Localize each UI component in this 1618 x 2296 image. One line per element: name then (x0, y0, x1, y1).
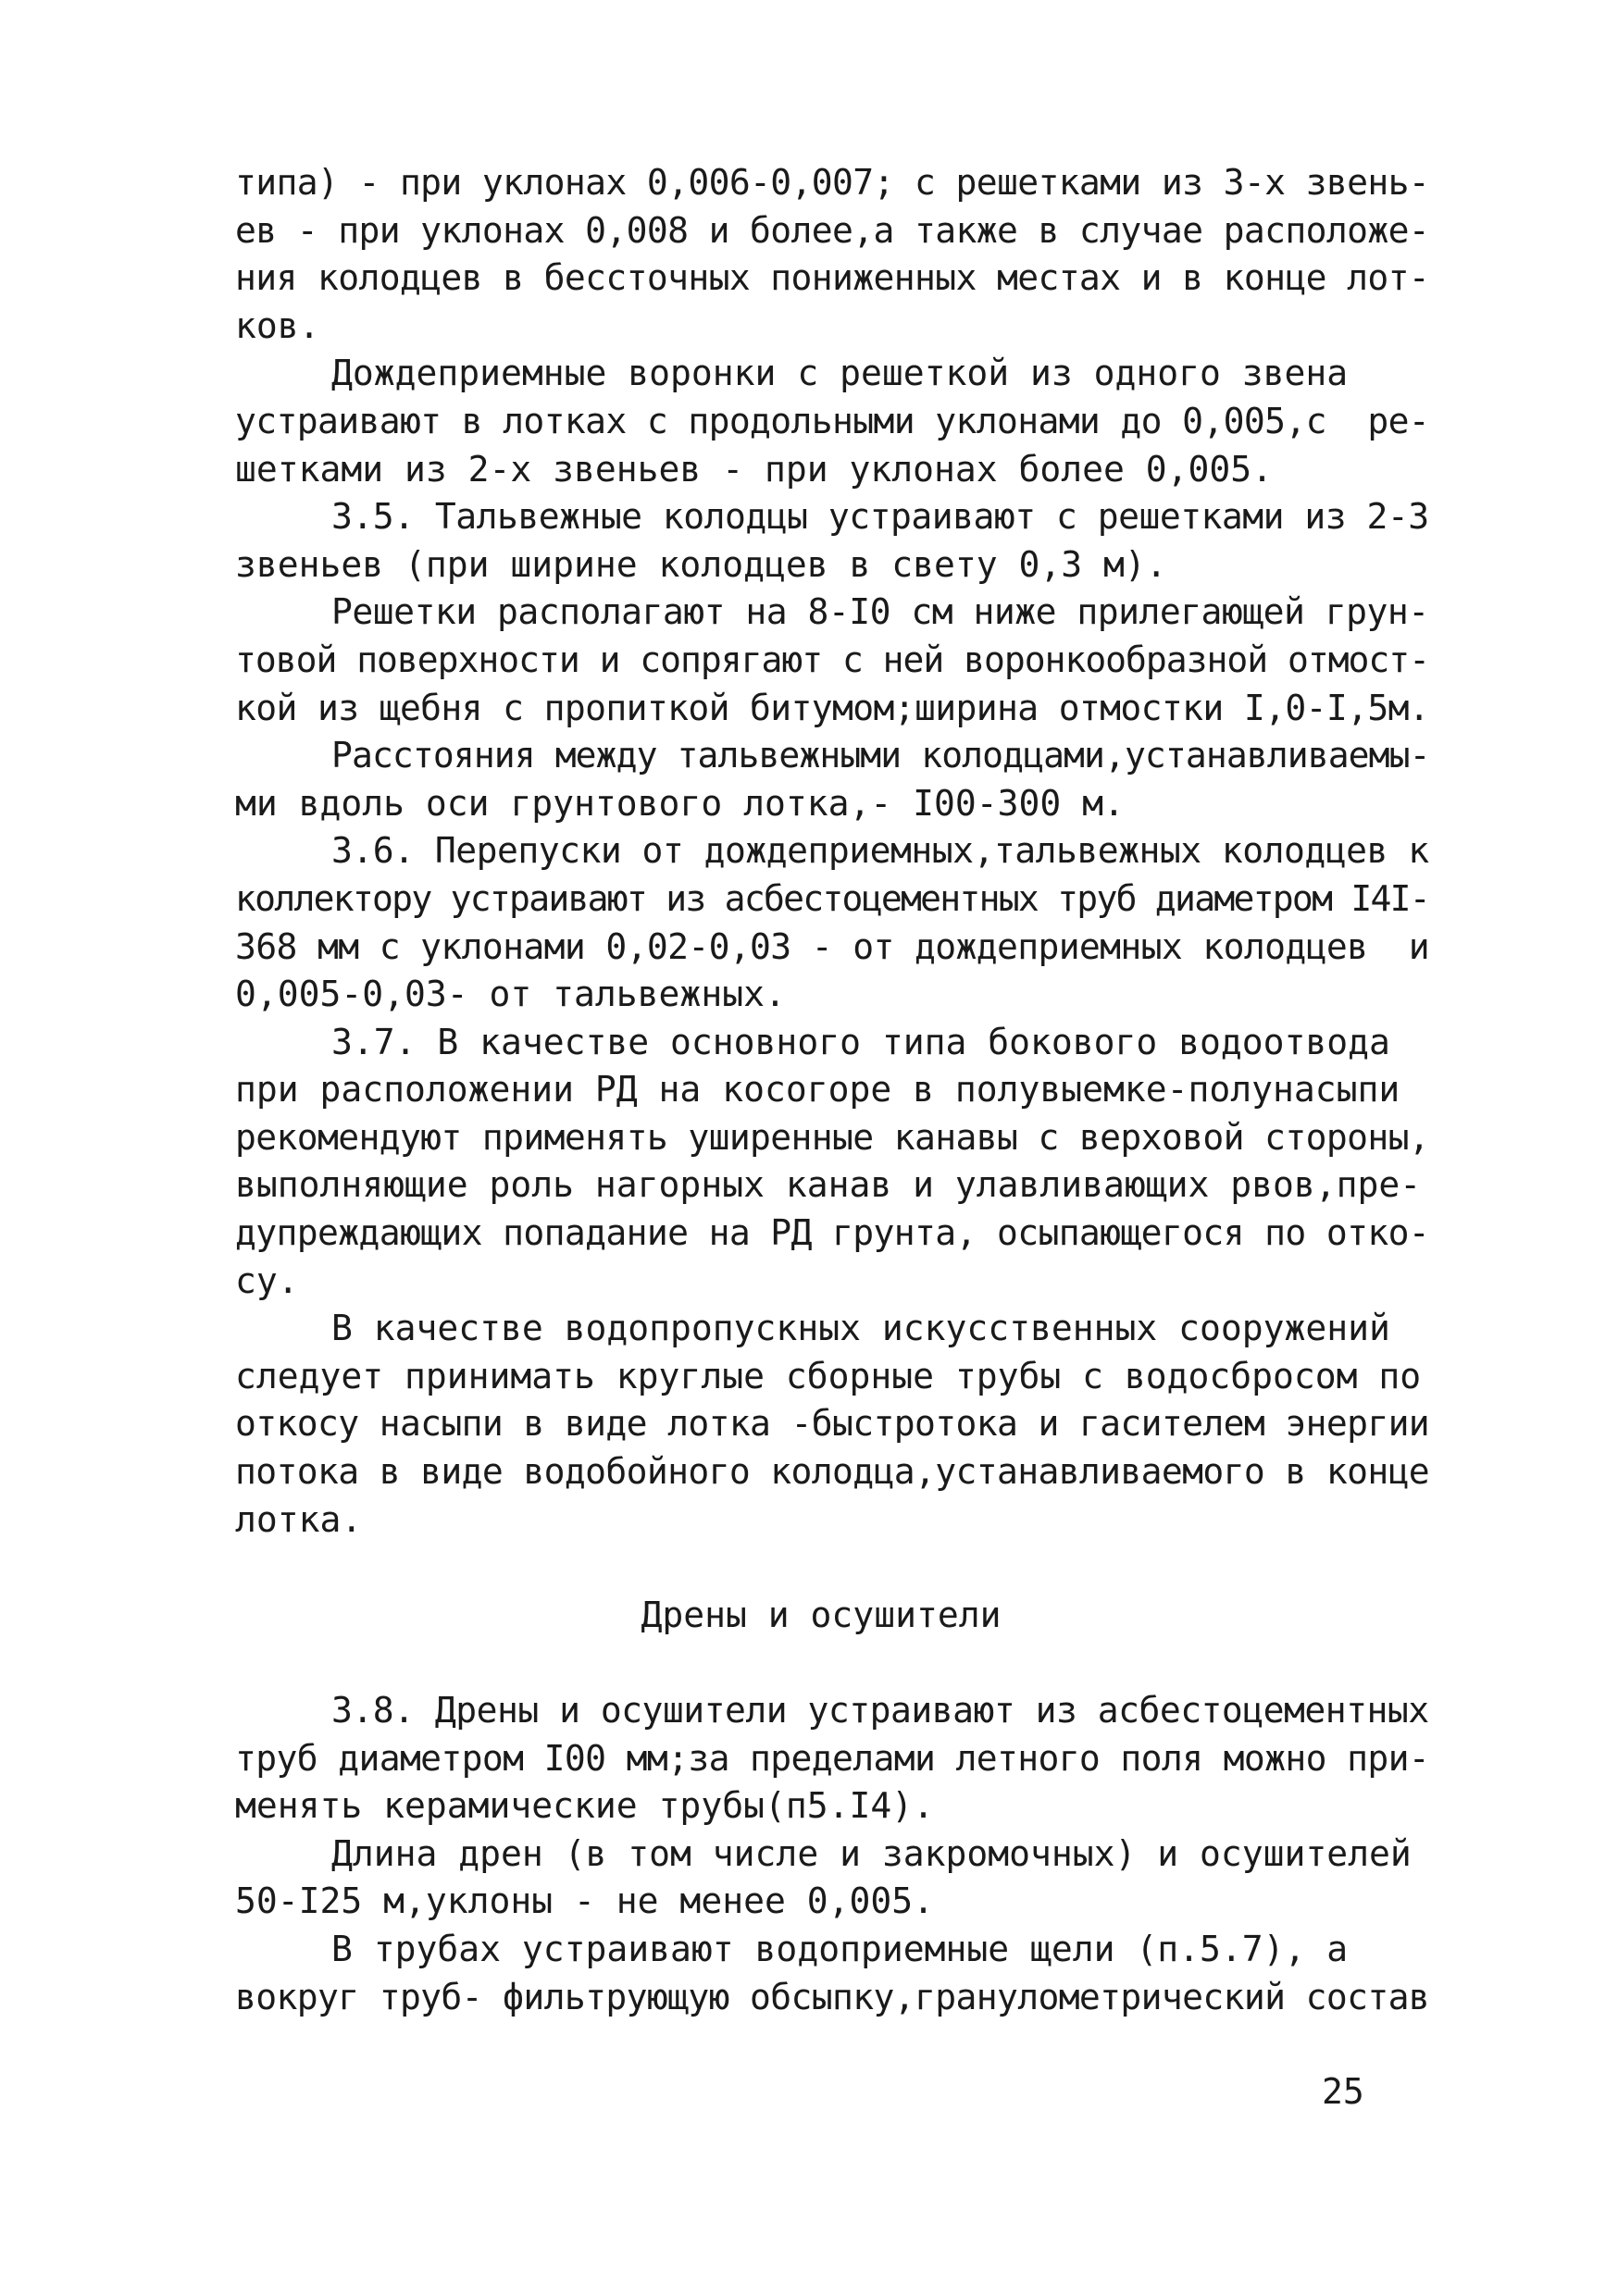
spacer (235, 1639, 1407, 1687)
text-line: Решетки располагают на 8-I0 см ниже прилегающей грун- (331, 591, 1429, 633)
text-line: В качестве водопропускных искусственных сооружений (331, 1308, 1390, 1349)
page-number: 25 (1322, 2071, 1364, 2112)
text-line: 368 мм с уклонами 0,02-0,03 - от дождеприемных колодцев и (235, 925, 1430, 967)
text-line: звеньев (при ширине колодцев в свету 0,3 м). (235, 543, 1167, 585)
text-line: типа) - при уклонах 0,006-0,007; с решетками из 3-х звень- (235, 162, 1430, 203)
text-line: дупреждающих попадание на РД грунта, осыпающегося по отко- (235, 1212, 1430, 1254)
text-line: ев - при уклонах 0,008 и более,а также в случае расположе- (235, 209, 1430, 251)
text-line: коллектору устраивают из асбестоцементных труб диаметром I4I- (235, 877, 1429, 919)
body-text (235, 159, 1430, 2021)
text-line: 0,005-0,03- от тальвежных. (235, 974, 786, 1015)
text-line: шетками из 2-х звеньев - при уклонах более 0,005. (235, 448, 1274, 490)
text-line: ния колодцев в бессточных пониженных местах и в конце лот- (235, 257, 1430, 299)
text-line: рекомендуют применять уширенные канавы с верховой стороны, (235, 1116, 1430, 1158)
text-line: 3.7. В качестве основного типа бокового водоотвода (331, 1021, 1390, 1062)
text-line: 3.5. Тальвежные колодцы устраивают с решетками из 2-3 (331, 496, 1429, 538)
text-line: следует принимать круглые сборные трубы с водосбросом по (235, 1355, 1422, 1396)
section-heading: Дрены и осушители (641, 1594, 1002, 1635)
text-line: вокруг труб- фильтрующую обсыпку,гранулометрический состав (235, 1976, 1430, 2017)
spacer (235, 1544, 1407, 1592)
text-line: Расстояния между тальвежными колодцами,устанавливаемы- (331, 735, 1430, 776)
text-line: кой из щебня с пропиткой битумом;ширина отмостки I,0-I,5м. (235, 687, 1430, 728)
text-line: су. (235, 1260, 299, 1301)
text-line: Длина дрен (в том числе и закромочных) и осушителей (331, 1832, 1412, 1874)
text-line: менять керамические трубы(п5.I4). (235, 1785, 934, 1827)
text-line: откосу насыпи в виде лотка -быстротока и гасителем энергии (235, 1403, 1430, 1445)
text-line: В трубах устраивают водоприемные щели (п.5.7), а (331, 1928, 1349, 1969)
text-line: устраивают в лотках с продольными уклонами до 0,005,с ре- (235, 400, 1430, 441)
text-line: 3.6. Перепуски от дождеприемных,тальвежных колодцев к (331, 830, 1429, 872)
text-line: труб диаметром I00 мм;за пределами летного поля можно при- (235, 1737, 1430, 1779)
text-line: Дождеприемные воронки с решеткой из одного звена (331, 353, 1349, 394)
text-line: при расположении РД на косогоре в полувыемке-полунасыпи (235, 1069, 1400, 1111)
text-line: ми вдоль оси грунтового лотка,- I00-300 м. (235, 782, 1125, 824)
text-line: потока в виде водобойного колодца,устанавливаемого в конце (235, 1451, 1430, 1493)
text-line: 50-I25 м,уклоны - не менее 0,005. (235, 1880, 934, 1922)
text-line: выполняющие роль нагорных канав и улавливающих рвов,пре- (235, 1164, 1422, 1206)
text-line: ков. (235, 304, 320, 346)
text-line: 3.8. Дрены и осушители устраивают из асбестоцементных (331, 1690, 1429, 1731)
text-line: товой поверхности и сопрягают с ней воронкообразной отмост- (235, 639, 1430, 680)
text-line: лотка. (235, 1498, 363, 1540)
